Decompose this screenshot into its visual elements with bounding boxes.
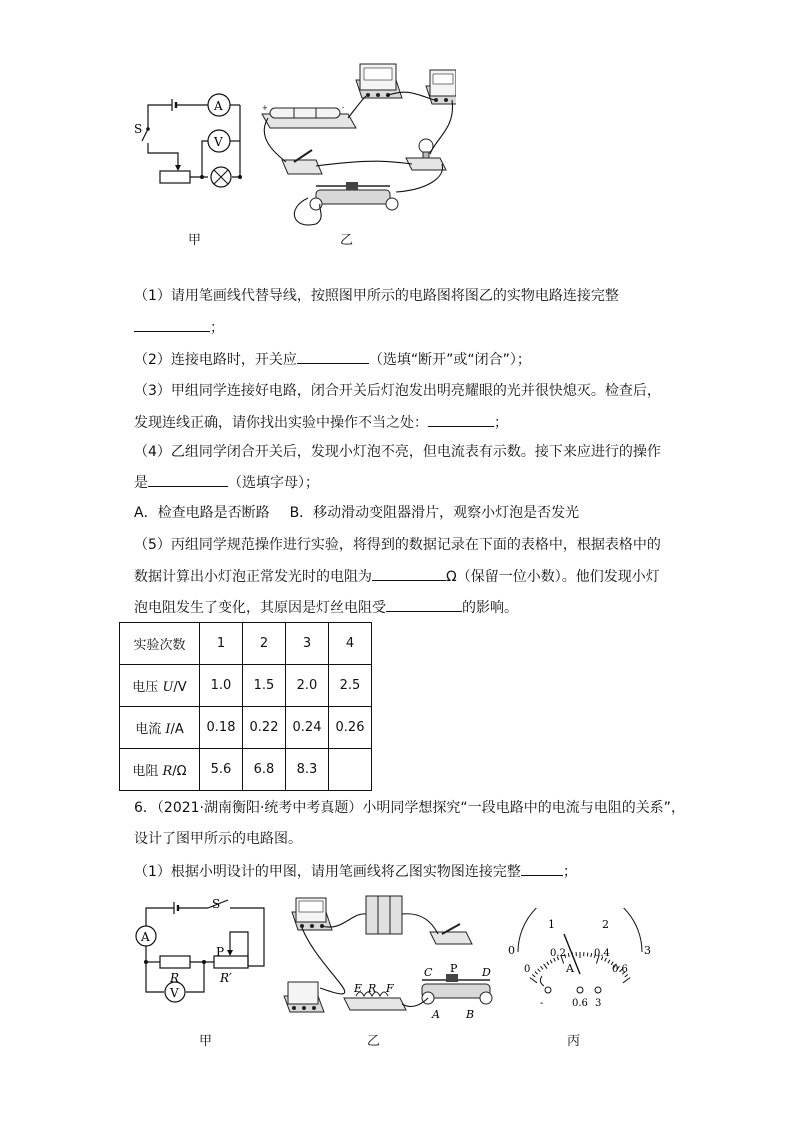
row-label-resistance: 电阻 R/Ω	[120, 749, 200, 791]
table-cell: 8.3	[286, 749, 329, 791]
row-label-current: 电流 I/A	[120, 707, 200, 749]
data-table	[119, 622, 372, 791]
switch-label: S	[134, 122, 143, 136]
svg-text:3: 3	[644, 944, 651, 957]
voltmeter-label: V	[214, 135, 223, 149]
table-row	[120, 665, 372, 707]
svg-text:0.6: 0.6	[572, 998, 588, 1008]
figure1-caption-b: 乙	[340, 233, 354, 248]
battery-pack	[366, 896, 402, 934]
voltmeter-device	[284, 982, 324, 1012]
question-5-line2: 数据计算出小灯泡正常发光时的电阻为 Ω（保留一位小数）。他们发现小灯	[134, 566, 660, 587]
question-1: （1）请用笔画线代替导线，按照图甲所示的电路图将图乙的实物电路连接完整	[134, 288, 619, 304]
dial-tick	[538, 969, 541, 972]
svg-text:0.2: 0.2	[550, 948, 566, 959]
table-cell: 6.8	[243, 749, 286, 791]
table-cell: 2.5	[329, 665, 372, 707]
table-cell: 0.18	[200, 707, 243, 749]
table-row	[120, 623, 372, 665]
dial-tick	[623, 978, 630, 983]
question-6-line1: 6．（2021·湖南衡阳·统考中考真题）小明同学想探究“一段电路中的电流与电阻的关系”，	[134, 800, 685, 816]
svg-text:0.4: 0.4	[594, 948, 610, 959]
answer-blank[interactable]	[148, 472, 228, 487]
circuit-diagram-2a	[130, 892, 270, 1012]
answer-blank[interactable]	[521, 861, 563, 876]
dial-tick	[591, 953, 592, 957]
resistor-label: R	[170, 971, 180, 985]
answer-blank[interactable]	[134, 317, 210, 332]
svg-text:+: +	[262, 104, 268, 112]
dial-tick	[535, 972, 538, 975]
answer-blank[interactable]	[428, 412, 494, 427]
meter-unit: A	[566, 962, 574, 975]
question-1-answer: ；	[134, 317, 224, 338]
svg-text:1: 1	[548, 918, 555, 931]
figure1-caption-a: 甲	[188, 233, 202, 248]
svg-text:0: 0	[508, 944, 515, 957]
svg-text:F: F	[386, 982, 394, 995]
answer-blank[interactable]	[386, 597, 462, 612]
voltmeter-label: V	[170, 986, 179, 1000]
apparatus-photo-b	[256, 58, 456, 228]
ammeter-label: A	[214, 99, 223, 113]
ammeter-label: A	[141, 930, 150, 944]
table-cell	[329, 749, 372, 791]
question-6-line2: 设计了图甲所示的电路图。	[134, 831, 302, 847]
battery-holder	[262, 104, 356, 128]
question-5-line1: （5）丙组同学规范操作进行实验，将得到的数据记录在下面的表格中，根据表格中的	[134, 537, 661, 553]
switch-device	[282, 150, 322, 174]
table-cell: 0.26	[329, 707, 372, 749]
option-a: A．检查电路是否断路	[134, 505, 270, 521]
figure2-caption-c: 丙	[567, 1034, 581, 1049]
svg-text:P: P	[450, 962, 458, 975]
svg-text:A: A	[432, 1008, 440, 1021]
table-cell: 3	[286, 623, 329, 665]
svg-text:E: E	[354, 982, 363, 995]
option-b: B．移动滑动变阻器滑片，观察小灯泡是否发光	[289, 505, 580, 521]
apparatus-photo-2b	[282, 892, 494, 1022]
question-3-line1: （3）甲组同学连接好电路，闭合开关后灯泡发出明亮耀眼的光并很快熄灭。检查后，	[134, 383, 661, 399]
question-3-line2: 发现连线正确，请你找出实验中操作不当之处： ；	[134, 412, 508, 433]
row-label-voltage: 电压 U/V	[120, 665, 200, 707]
svg-text:-: -	[342, 104, 345, 112]
table-cell: 1.5	[243, 665, 286, 707]
figure2-caption-a: 甲	[199, 1034, 213, 1049]
dial-tick	[587, 953, 588, 957]
dial-tick	[550, 960, 552, 964]
figure2-caption-b: 乙	[367, 1034, 381, 1049]
table-cell: 2.0	[286, 665, 329, 707]
answer-blank[interactable]	[372, 566, 446, 581]
svg-text:R: R	[368, 982, 377, 995]
svg-text:2: 2	[602, 918, 609, 931]
svg-text:B: B	[466, 1008, 475, 1021]
question-2: （2）连接电路时，开关应 （选填“断开”或“闭合”）；	[134, 349, 531, 370]
svg-text:0.6: 0.6	[612, 964, 628, 975]
options-row	[134, 503, 579, 523]
dial-tick	[608, 960, 610, 964]
ammeter-dial-2c	[500, 908, 660, 1008]
svg-text:3: 3	[595, 998, 602, 1008]
switch-label: S	[212, 897, 221, 911]
svg-text:C: C	[424, 966, 433, 979]
switch-device	[430, 924, 472, 944]
question-4-line2: 是 （选填字母）；	[134, 472, 319, 493]
lamp-device	[406, 139, 446, 170]
table-cell: 1.0	[200, 665, 243, 707]
table-cell: 1	[200, 623, 243, 665]
question-5-line3: 泡电阻发生了变化，其原因是灯丝电阻受 的影响。	[134, 597, 518, 618]
table-header-label: 实验次数	[120, 623, 200, 665]
answer-blank[interactable]	[297, 349, 369, 364]
table-row	[120, 707, 372, 749]
dial-tick	[532, 975, 535, 978]
table-cell: 4	[329, 623, 372, 665]
circuit-diagram-a	[128, 85, 248, 195]
dial-tick	[568, 953, 569, 957]
question-6-sub1: （1）根据小明设计的甲图，请用笔画线将乙图实物图连接完整 ；	[134, 861, 577, 882]
question-4-line1: （4）乙组同学闭合开关后，发现小灯泡不亮，但电流表有示数。接下来应进行的操作	[134, 444, 661, 460]
ammeter-device	[292, 898, 332, 930]
rheostat-device	[310, 182, 398, 210]
dial-tick	[544, 964, 548, 969]
table-cell: 5.6	[200, 749, 243, 791]
svg-text:D: D	[482, 966, 491, 979]
dial-tick	[541, 966, 544, 969]
table-cell: 2	[243, 623, 286, 665]
table-cell: 0.22	[243, 707, 286, 749]
svg-text:-: -	[540, 998, 544, 1008]
dial-tick	[547, 962, 549, 965]
svg-text:0: 0	[524, 964, 531, 975]
slider-label: P	[216, 945, 225, 959]
rheostat-label: R′	[220, 971, 232, 985]
table-row	[120, 749, 372, 791]
table-cell: 0.24	[286, 707, 329, 749]
dial-tick	[530, 978, 537, 983]
